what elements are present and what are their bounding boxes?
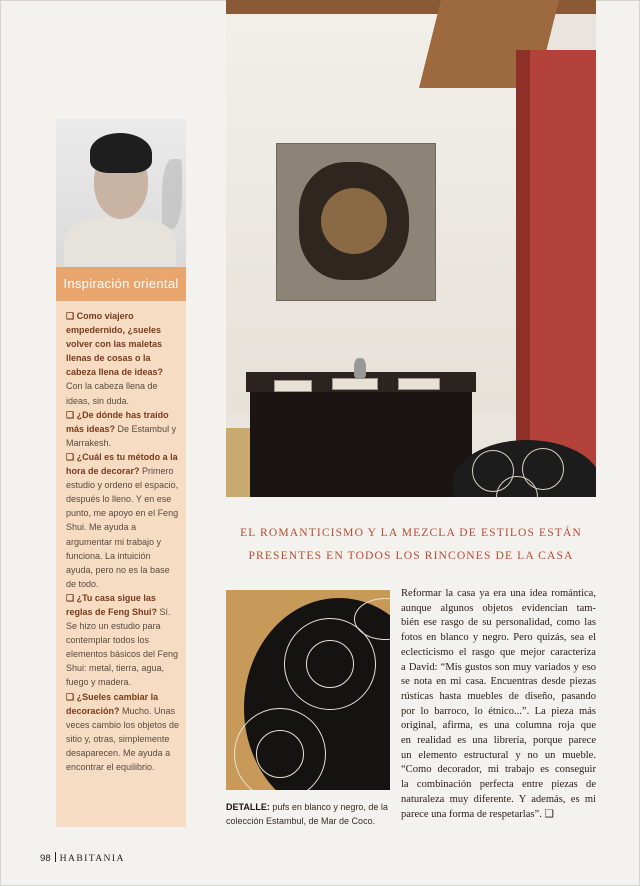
question: ❑ ¿Sueles cambiar la decoración?	[66, 691, 159, 716]
body-line: un elemento estructural y no un mueble.	[401, 749, 596, 761]
headline-line: PRESENTES EN TODOS LOS RINCONES DE LA CASA	[248, 549, 574, 562]
question: ❑ ¿Cuál es tu método a la hora de decorar?	[66, 451, 178, 477]
body-line: naturaleza muy diferente. Y además, es mi	[401, 793, 596, 805]
pouf-pattern	[306, 640, 354, 688]
book-stack	[332, 378, 378, 390]
answer: Con la cabeza llena de ideas, sin duda.	[66, 381, 158, 406]
answer: Mucho. Unas veces cambio los objetos de sitio y, otras, simplemente desaparecen. Me ayuda a encontrar el equilibrio.	[66, 705, 180, 772]
body-line: fotos en blanco y negro. Pero quizás, sea el	[401, 632, 596, 644]
pouf-pattern	[256, 730, 304, 778]
page-footer	[40, 852, 125, 864]
pouf-closeup	[244, 598, 390, 790]
body-line: parece una forma de respetarlas”. ❑	[401, 808, 554, 820]
body-line: bién ese rasgo de su personalidad, como las	[401, 617, 596, 629]
artwork-mask	[321, 188, 387, 254]
question: ❑ ¿Tu casa sigue las reglas de Feng Shui?	[66, 592, 158, 617]
wall-artwork	[276, 143, 436, 301]
portrait-photo	[56, 119, 186, 267]
body-line: original, afirma, es una columna roja que	[401, 720, 596, 732]
caption-text: pufs en blanco y negro, de la colección Estambul, de Mar de Coco.	[226, 802, 388, 826]
body-line: se nota en mi casa. Encuentras desde piezas	[401, 676, 596, 688]
caption-label: DETALLE:	[226, 802, 270, 812]
qa-item	[66, 309, 180, 408]
body-line: Reformar la casa ya era una idea romántica,	[401, 588, 596, 599]
body-line: eclecticismo el rasgo que mejor caracteriza	[401, 646, 596, 658]
plant-shape	[162, 159, 182, 229]
qa-item	[66, 450, 180, 591]
book-stack	[274, 380, 312, 392]
body-line: en realidad es una librería, porque parece	[401, 735, 596, 747]
black-cabinet	[250, 377, 472, 497]
book-stack	[398, 378, 440, 390]
photo-caption	[226, 800, 390, 828]
question: ❑ Como viajero empedernido, ¿sueles volver con las maletas llenas de cosas o la cabeza llena de ideas?	[66, 311, 164, 378]
magazine-name: HABITANIA	[59, 853, 125, 864]
sidebar-body	[56, 301, 186, 774]
body-line: la combinación perfecta entre piezas de	[401, 779, 596, 791]
question: ❑ ¿De dónde has traído más ideas?	[66, 409, 169, 434]
body-line: “Como decorador, mi trabajo es conseguir	[401, 764, 596, 776]
page-number: 98	[40, 853, 51, 864]
body-line: aunque algunos objetos evidencian tam-	[401, 602, 596, 614]
hair-shape	[90, 133, 152, 173]
sidebar-box	[56, 267, 186, 827]
headline	[226, 521, 596, 567]
silver-vase	[354, 358, 366, 378]
qa-item	[66, 408, 180, 450]
sidebar-title: Inspiración oriental	[56, 267, 186, 301]
qa-item	[66, 690, 180, 775]
interior-photo	[226, 0, 596, 497]
red-column-shadow	[516, 50, 530, 497]
headline-line: EL ROMANTICISMO Y LA MEZCLA DE ESTILOS ESTÁN	[240, 526, 582, 539]
footer-separator	[55, 852, 56, 862]
answer: Primero estudio y ordeno el espacio, después lo lleno. Y en ese punto, me apoyo en el Feng Shui. Me ayuda a argumentar mi trabajo y funciona. La intuición ayuda, pero no es la base de todo.	[66, 466, 179, 589]
detail-photo	[226, 590, 390, 790]
qa-item	[66, 591, 180, 690]
answer: De Estambul y Marrakesh.	[66, 423, 177, 448]
body-text	[401, 587, 596, 822]
body-line: rústicas hasta muebles de diseño, pasando	[401, 690, 596, 702]
body-line: a David: “Mis gustos son muy variados y eso	[401, 661, 596, 673]
body-line: por lo barroco, lo étnico...”. La pieza más	[401, 705, 596, 717]
answer: Sí. Se hizo un estudio para contemplar todos los elementos básicos del Feng Shui: metal, tierra, agua, fuego y madera.	[66, 606, 179, 688]
shirt-shape	[64, 217, 176, 267]
